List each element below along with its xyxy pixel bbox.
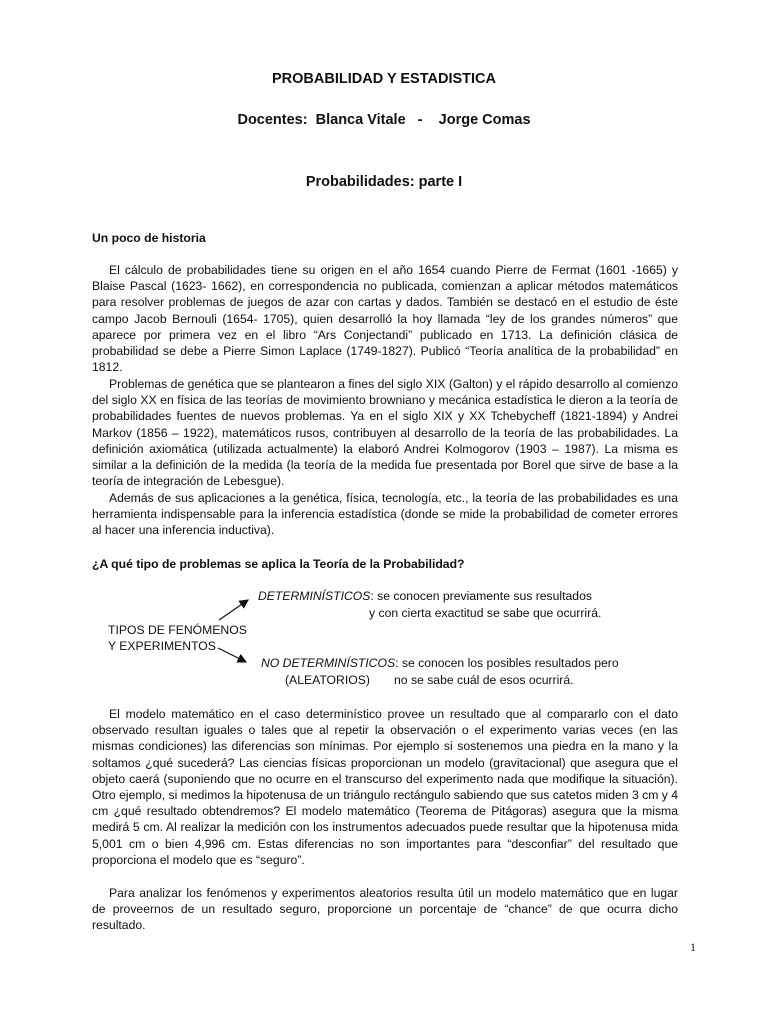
deterministic-desc-2: y con cierta exactitud se sabe que ocurrirá. [369,606,602,620]
body-paragraph-4: El modelo matemático en el caso determinístico provee un resultado que al compararlo con el dato observado resultan iguales o tales que al repetir la observación o el experimento varias veces (en las mismas condiciones) las diferencias son mínimas. Por ejemplo si sostenemos una piedra en la mano y la soltamos ¿qué sucederá? Las ciencias físicas proporcionan un modelo (gravitacional) que asegura que el objeto caerá (suponiendo que no ocurre en el transcurso del experimento nada que modifique la situación). Otro ejemplo, si medimos la hipotenusa de un triángulo rectángulo sabiendo que sus catetos miden 3 cm y 4 cm ¿qué resultado obtendremos? El modelo matemático (Teorema de Pitágoras) asegura que la misma medirá 5 cm. Al realizar la medición con los instrumentos adecuados puede resultar que la hipotenusa mida 5,001 cm o bien 4,996 cm. Estas diferencias no son importantes para “desconfiar” del resultado que proporciona el modelo que es “seguro”. [92,707,679,867]
page-number: 1 [690,940,696,954]
deterministic-term: DETERMINÍSTICOS [258,589,371,603]
arrow-to-nondeterministic [218,648,246,662]
docentes-line: Docentes: Blanca Vitale - Jorge Comas [237,112,531,128]
aleatorios-label: (ALEATORIOS) [285,673,370,687]
nondeterministic-term: NO DETERMINÍSTICOS [261,656,396,670]
section-subtitle: Probabilidades: parte I [305,174,463,190]
arrow-to-deterministic [219,600,248,620]
body-paragraph-5: Para analizar los fenómenos y experimentos aleatorios resulta útil un modelo matemático que en lugar de proveernos de un resultado seguro, proporcione un porcentaje de “chance” de que ocurra dicho resultado. [92,886,678,933]
history-paragraph-1: El cálculo de probabilidades tiene su origen en el año 1654 cuando Pierre de Fermat (1601 -1665) y Blaise Pascal (1623- 1662), en correspondencia no publicada, comienzan a aplicar métodos matemáticos para resolver problemas de juegos de azar con cartas y dados. También se destacó en el estudio de éste campo Jacob Bernouli (1654- 1705), quien desarrolló la hoy llamada “ley de los grandes números” que aparece por primera vez en el libro “Ars Conjectandi” publicado en 1713. La definición clásica de probabilidad se debe a Pierre Simon Laplace (1749-1827). Publicó “Teoría analítica de la probabilidad” en 1812. [92,263,678,375]
phenomena-label-2: Y EXPERIMENTOS [108,639,216,653]
question-heading: ¿A qué tipo de problemas se aplica la Teoría de la Probabilidad? [92,557,465,571]
nondeterministic-desc-2: no se sabe cuál de esos ocurrirá. [394,673,574,687]
nondeterministic-desc-1: : se conocen los posibles resultados pero [395,656,619,670]
history-heading: Un poco de historia [92,231,206,245]
history-paragraph-3: Además de sus aplicaciones a la genética, física, tecnología, etc., la teoría de las probabilidades es una herramienta indispensable para la inferencia estadística (donde se mide la probabilidad de cometer errores al hacer una inferencia inductiva). [92,491,678,538]
history-paragraph-2: Problemas de genética que se plantearon a fines del siglo XIX (Galton) y el rápido desarrollo al comienzo del siglo XX en física de las teorías de movimiento browniano y mecánica estadística le dieron a la teoría de probabilidades fuentes de nuevos problemas. Ya en el siglo XIX y XX Tchebycheff (1821-1894) y Andrei Markov (1856 – 1922), matemáticos rusos, contribuyen al desarrollo de la teoría de las probabilidades. La definición axiomática (utilizada actualmente) la elaboró Andrei Kolmogorov (1903 – 1987). La misma es similar a la definición de la medida (la teoría de la medida fue presentada por Borel que sirve de base a la teoría de integración de Lebesgue). [92,377,678,489]
deterministic-desc-1: : se conocen previamente sus resultados [370,589,592,603]
phenomena-label-1: TIPOS DE FENÓMENOS [108,623,247,637]
document-title: PROBABILIDAD Y ESTADISTICA [272,71,496,87]
